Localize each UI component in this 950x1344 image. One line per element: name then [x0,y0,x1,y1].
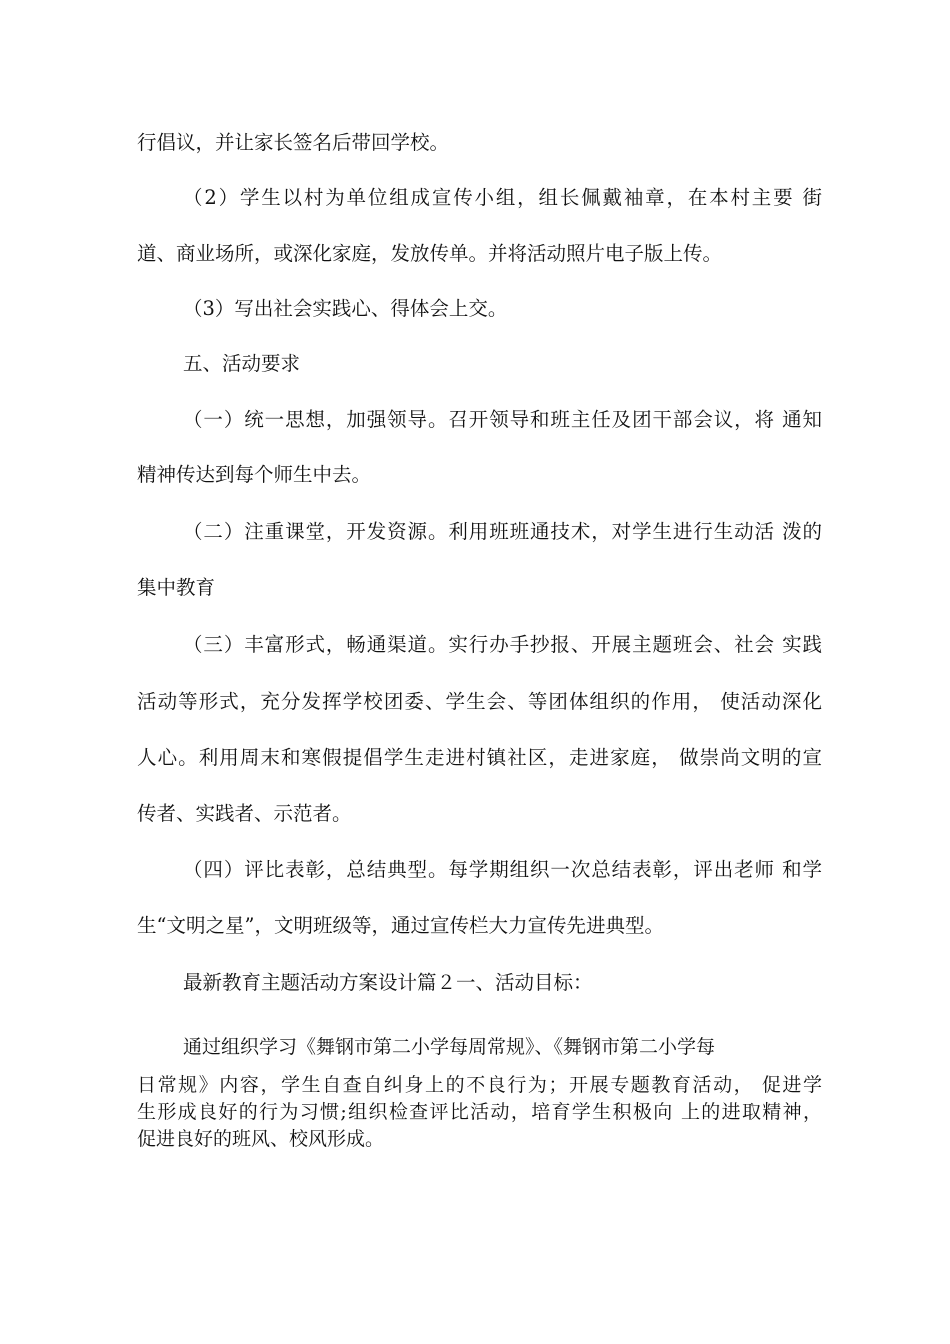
text-line: 最新教育主题活动方案设计篇２一、活动目标： [183,971,593,994]
text-line: 精神传达到每个师生中去。 [137,463,372,486]
section-heading: 五、活动要求 [183,352,301,375]
text-line: 通过组织学习《舞钢市第二小学每周常规》、《舞钢市第二小学每 [183,1036,716,1058]
text-line: 道、商业场所，或深化家庭，发放传单。并将活动照片电子版上传。 [137,242,723,265]
text-line: 传者、实践者、示范者。 [137,802,352,825]
text-line: （二）注重课堂，开发资源。利用班班通技术，对学生进行生动活 泼的 [183,520,822,543]
text-line: （三）丰富形式，畅通渠道。实行办手抄报、开展主题班会、社会 实践 [183,633,822,656]
text-line: 生“文明之星”，文明班级等，通过宣传栏大力宣传先进典型。 [137,914,664,937]
text-line: 日常规》内容，学生自查自纠身上的不良行为；开展专题教育活动， 促进学 [137,1074,822,1096]
text-line: 生形成良好的行为习惯;组织检查评比活动，培育学生积极向 上的进取精神， [137,1101,822,1123]
text-line: （四）评比表彰，总结典型。每学期组织一次总结表彰，评出老师 和学 [183,858,822,881]
text-line: （2）学生以村为单位组成宣传小组，组长佩戴袖章，在本村主要 街 [183,186,822,209]
text-line: （一）统一思想，加强领导。召开领导和班主任及团干部会议，将 通知 [183,408,822,431]
text-line: 活动等形式，充分发挥学校团委、学生会、等团体组织的作用， 使活动深化 [137,690,822,713]
text-line: （3）写出社会实践心、得体会上交。 [183,297,508,320]
text-line: 行倡议，并让家长签名后带回学校。 [137,131,450,154]
text-line: 人心。利用周末和寒假提倡学生走进村镇社区，走进家庭， 做崇尚文明的宣 [137,746,822,769]
text-line: 集中教育 [137,576,216,599]
text-line: 促进良好的班风、校风形成。 [137,1128,385,1150]
